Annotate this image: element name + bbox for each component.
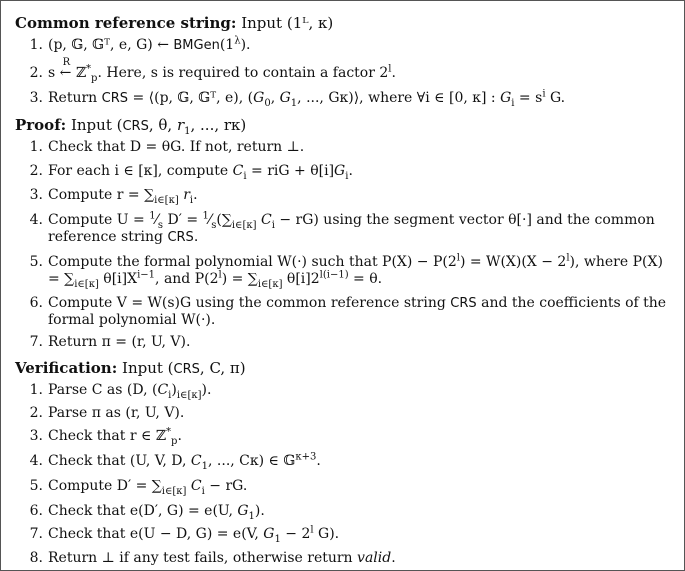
step-number: 5. <box>29 478 43 494</box>
step-text: For each i ∈ [κ], compute $C_i$ = riG + $\theta[i]G_i$. <box>48 163 353 182</box>
section-input: Input (CRS, θ, $r_1$, ..., rκ) <box>70 116 247 137</box>
section-input: Input (CRS, C, π) <box>122 359 246 377</box>
section-heading-crs <box>15 14 333 32</box>
step-number: 6. <box>29 295 43 311</box>
section-heading-proof <box>15 116 246 136</box>
step-text: Check that r ∈ ℤ*$_p$. <box>48 426 182 447</box>
step-text: Compute $r = \sum_{i\in[\kappa]}$ $r_i$. <box>48 187 198 206</box>
step-text: Return π = (r, U, V). <box>48 334 191 350</box>
step-text: Compute $D' = \sum_{i\in[\kappa]}$ $C_i$ − rG. <box>48 478 248 497</box>
section-title: Verification: <box>15 359 118 377</box>
step-text: Compute the formal polynomial W(·) such that $P(X) - P(2^l) = W(X)(X - 2^l)$, where $P(X) = \sum_{i\in[\kappa]}$ $\theta[i]X^{i-1}$, and $P(2^l) = \sum_{i\in[\kappa]}$ $\theta[i]2^{l(i-1)} = \theta$. <box>48 252 663 290</box>
step-text: Parse C as (D, $(C_i)_{i\in[\kappa]}$). <box>48 382 212 401</box>
step-text: Check that e(U − D, G) = e(V, $G_1 - 2^l$ G). <box>48 524 340 545</box>
section-input: Input (1ᴸ, κ) <box>241 14 334 32</box>
step-text: Return CRS = ⟨(p, 𝔾, 𝔾ᵀ, e), ($G_0$, $G_1$, ..., Gκ)⟩, where ∀i ∈ [0, κ] : $G_i = s^i$ G. <box>48 88 566 109</box>
step-number: 2. <box>29 65 43 81</box>
step-number: 3. <box>29 428 43 444</box>
section-heading-verification <box>15 359 246 379</box>
step-number: 1. <box>29 382 43 398</box>
step-number: 3. <box>29 90 43 106</box>
step-text: Return ⊥ if any test fails, otherwise return valid. <box>48 550 396 566</box>
step-number: 2. <box>29 405 43 421</box>
step-text: Check that D = θG. If not, return ⊥. <box>48 139 305 155</box>
step-number: 4. <box>29 212 43 228</box>
step-text: Compute V = W(s)G using the common reference string CRS and the coefficients of the formal polynomial W(·). <box>48 295 667 328</box>
step-number: 4. <box>29 453 43 469</box>
step-text: Parse π as (r, U, V). <box>48 405 185 421</box>
step-text: s ← R ℤ*$_p$. Here, s is required to contain a factor 2$^l$. <box>48 57 396 84</box>
step-number: 6. <box>29 503 43 519</box>
step-number: 1. <box>29 139 43 155</box>
step-text: Check that (U, V, D, $C_1$, ..., Cκ) ∈ 𝔾$^{\kappa+3}$. <box>48 451 321 472</box>
step-number: 8. <box>29 550 43 566</box>
step-text: (p, 𝔾, 𝔾ᵀ, e, G) ← $BMGen(1^\lambda)$. <box>48 35 251 53</box>
step-text: Compute $U = ^1⁄_s$ $D' = ^1⁄_s(\sum_{i\in[\kappa]}$ $C_i - rG$) using the segment vector θ[·] and the common reference string CRS. <box>48 210 655 245</box>
step-number: 7. <box>29 334 43 350</box>
step-number: 3. <box>29 187 43 203</box>
step-number: 5. <box>29 254 43 270</box>
step-number: 1. <box>29 37 43 53</box>
section-title: Proof: <box>15 116 67 134</box>
step-number: 7. <box>29 526 43 542</box>
step-text: Check that e(D′, G) = e(U, $G_1$). <box>48 503 265 522</box>
section-title: Common reference string: <box>15 14 237 32</box>
step-number: 2. <box>29 163 43 179</box>
